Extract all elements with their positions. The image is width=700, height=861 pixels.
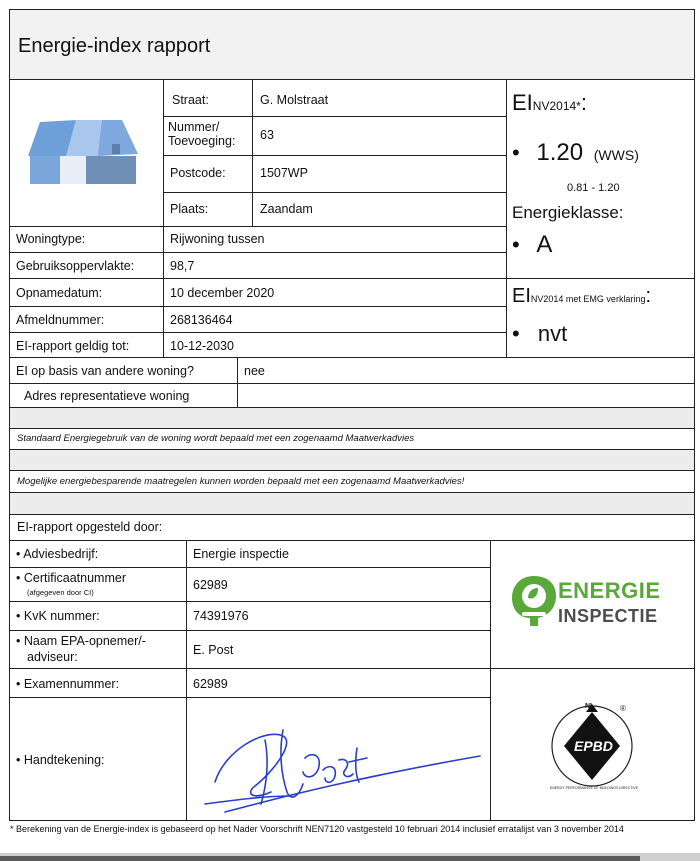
adres-representatief-label: Adres representatieve woning [24,389,190,403]
naam-label [16,634,146,664]
energieklasse-row [512,231,552,259]
naam-label-line1: Naam EPA-opnemer/- [23,634,146,648]
footer-note: * Berekening van de Energie-index is gebaseerd op het Nader Voorschrift NEN7120 vastgesteld 10 februari 2014 inclusief erratalijst van 3 november 2014 [10,824,624,834]
bullet-icon: • [16,634,21,648]
cert-label [16,571,126,585]
bullet-icon: • [16,571,21,585]
ei-emg-colon: : [645,285,652,307]
andere-woning-value: nee [244,364,265,378]
rule [10,79,694,80]
ei-emg-main: EI [512,285,531,307]
bullet-icon: • [16,753,21,767]
cert-sublabel: (afgegeven door CI) [27,588,94,597]
nummer-label [168,120,235,148]
epbd-ring-text: ENERGY PERFORMANCE OF BUILDINGS DIRECTIVE [549,786,639,790]
rule [10,306,506,307]
rule [163,79,164,357]
epbd-nl: NL [585,703,595,710]
kvk-value: 74391976 [193,609,249,623]
ei-emg-value: nvt [537,321,568,346]
energie-logo-line2: INSPECTIE [558,606,658,626]
plaats-label: Plaats: [170,202,209,216]
opsteller-header: EI-rapport opgesteld door: [17,520,163,534]
straat-value: G. Molstraat [260,93,329,107]
rule [163,116,506,117]
rule [10,332,506,333]
ei-emg-row [512,321,567,347]
separator-band [10,450,694,470]
geldig-value: 10-12-2030 [170,339,234,353]
rule [10,278,694,279]
energieklasse-label: Energieklasse: [512,203,624,222]
rule [10,630,490,631]
rule [506,79,507,357]
cert-value: 62989 [193,578,228,592]
rule [10,601,490,602]
rule [237,357,238,407]
bullet-icon: • [512,321,520,346]
cert-label-text: Certificaatnummer [23,571,126,585]
bullet-icon: • [16,609,21,623]
epbd-registered: ® [620,704,626,713]
kvk-label-text: KvK nummer: [23,609,100,623]
rule [10,252,506,253]
ei-range: 0.81 - 1.20 [567,182,620,194]
rule [10,540,694,541]
signature-image [195,700,485,818]
ei-heading-colon: : [580,90,587,115]
bedrijf-label [16,547,98,561]
naam-label-line2: adviseur: [27,650,78,664]
oppervlakte-label: Gebruiksoppervlakte: [16,259,135,273]
rule [186,540,187,821]
woningtype-label: Woningtype: [16,232,86,246]
bullet-icon: • [16,677,21,691]
rule [10,567,490,568]
handtekening-label [16,753,105,767]
epbd-text: EPBD [574,738,613,754]
rule [10,357,694,358]
postcode-label: Postcode: [170,166,226,180]
rule [252,79,253,226]
separator-band [10,493,694,514]
ei-heading [512,90,587,116]
ei-value-row [512,139,639,167]
rule [10,470,694,471]
kvk-label [16,609,100,623]
rule [490,540,491,821]
handtekening-label-text: Handtekening: [23,753,105,767]
ei-heading-sub: NV2014* [532,99,581,113]
postcode-value: 1507WP [260,166,308,180]
rule [10,514,694,515]
nummer-label-line1: Nummer/ [168,120,220,134]
bullet-icon: • [16,547,21,561]
note-maatregelen: Mogelijke energiebesparende maatregelen kunnen worden bepaald met een zogenaamd Maatwerkadvies! [17,476,465,487]
naam-value: E. Post [193,643,234,657]
ei-heading-main: EI [512,90,533,115]
andere-woning-label: EI op basis van andere woning? [16,364,194,378]
rule [10,668,694,669]
rule [10,428,694,429]
rule [10,383,694,384]
energie-logo-line1: ENERGIE [558,578,661,603]
bedrijf-label-text: Adviesbedrijf: [23,547,99,561]
rule [10,226,506,227]
straat-label: Straat: [172,93,209,107]
geldig-label: EI-rapport geldig tot: [16,339,130,353]
rule [163,192,506,193]
afmeldnummer-value: 268136464 [170,313,233,327]
examen-label-text: Examennummer: [23,677,120,691]
ei-unit: (WWS) [593,147,639,163]
woningtype-value: Rijwoning tussen [170,232,265,246]
note-standaard: Standaard Energiegebruik van de woning wordt bepaald met een zogenaamd Maatwerkadvies [17,433,415,444]
bedrijf-value: Energie inspectie [193,547,289,561]
rule [10,697,490,698]
bullet-icon: • [512,140,520,165]
house-icon [26,116,142,188]
energie-inspectie-logo [510,570,680,632]
afmeldnummer-label: Afmeldnummer: [16,313,105,327]
opnamedatum-value: 10 december 2020 [170,286,275,300]
leaf-plug-icon [510,572,558,628]
page-title: Energie-index rapport [18,35,211,57]
epbd-logo [546,700,642,790]
nummer-value: 63 [260,128,274,142]
ei-value: 1.20 [536,139,584,166]
ei-emg-sub: NV2014 met EMG verklaring [530,294,646,304]
examen-label [16,677,119,691]
examen-value: 62989 [193,677,228,691]
nummer-label-line2: Toevoeging: [168,134,236,148]
ei-emg-heading [512,285,651,308]
opnamedatum-label: Opnamedatum: [16,286,103,300]
rule [163,155,506,156]
oppervlakte-value: 98,7 [170,259,195,273]
horizontal-scrollbar[interactable] [0,856,640,861]
plaats-value: Zaandam [260,202,313,216]
bullet-icon: • [512,232,520,257]
separator-band [10,408,694,428]
energieklasse-value: A [536,231,553,258]
